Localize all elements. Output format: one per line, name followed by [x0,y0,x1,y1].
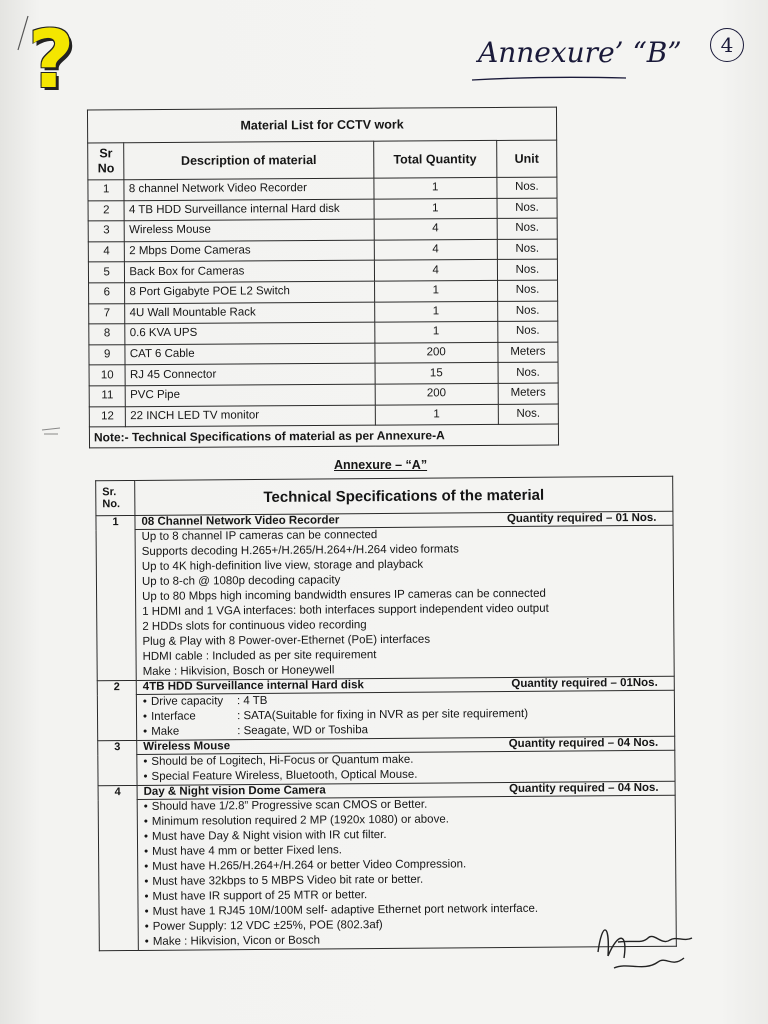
spec-bullet: • Special Feature Wireless, Bluetooth, Optical Mouse. [143,766,668,785]
spec-item-sr: 4 [98,785,138,950]
spec-bullet: • Power Supply: 12 VDC ±25%, POE (802.3af) [145,916,670,935]
material-row-quantity: 1 [375,404,498,425]
material-row-sr: 6 [89,283,126,304]
material-row [88,218,557,241]
material-row [89,321,558,344]
material-row-sr: 12 [89,406,126,427]
material-row-sr: 4 [88,241,125,262]
material-row-description: Wireless Mouse [125,219,374,241]
spec-bullet: • Must have Day & Night vision with IR cut filter. [144,826,669,845]
spec-item-lines [137,750,675,785]
spec-value: : SATA(Suitable for fixing in NVR as per site requirement) [237,707,529,723]
material-row-unit: Nos. [497,280,557,301]
material-row-quantity: 1 [374,301,497,322]
spec-item-name: 4TB HDD Surveillance internal Hard disk [142,679,364,693]
spec-line: 1 HDMI and 1 VGA interfaces: both interfaces support independent video output [142,602,549,618]
material-row-description: 2 Mbps Dome Cameras [125,240,374,262]
material-row-description: 8 channel Network Video Recorder [124,178,373,200]
material-row-quantity: 4 [374,260,497,281]
material-row-sr: 2 [88,200,125,221]
spec-line: Supports decoding H.265+/H.265/H.264+/H.264 video formats [141,543,459,558]
material-row-description: 22 INCH LED TV monitor [126,405,375,427]
spec-line: Up to 8-ch @ 1080p decoding capacity [141,574,341,588]
spec-bullet: • Must have 32kbps to 5 MBPS Video bit rate or better. [144,871,669,890]
material-row-unit: Nos. [497,198,557,219]
material-row-unit: Nos. [497,259,557,280]
circled-page-number: 4 [710,28,744,62]
spec-bullet: • Must have 4 mm or better Fixed lens. [144,841,669,860]
material-row-sr: 5 [88,262,125,283]
material-row-unit: Meters [498,383,558,404]
material-row-description: 4U Wall Mountable Rack [125,302,374,324]
spec-item-sr: 3 [98,740,137,785]
material-row [89,342,558,365]
material-row-description: PVC Pipe [126,384,375,406]
material-row-description: 0.6 KVA UPS [125,322,374,344]
material-row-unit: Nos. [498,404,558,425]
spec-bullet: • Should be of Logitech, Hi-Focus or Quantum make. [143,751,668,770]
material-row-quantity: 15 [375,363,498,384]
spec-key: Drive capacity [150,695,224,708]
material-row-unit: Meters [498,342,558,363]
spec-item-name: 08 Channel Network Video Recorder [141,514,340,528]
spec-item-quantity: Quantity required – 01 Nos. [506,511,657,526]
material-row-quantity: 200 [375,383,498,404]
material-row [89,404,558,427]
material-row [89,280,558,303]
material-row-unit: Nos. [497,177,557,198]
material-row-quantity: 1 [374,322,497,343]
spec-line: HDMI cable : Included as per site requirement [142,649,377,663]
spec-item-sr: 2 [97,680,136,740]
material-row-description: 8 Port Gigabyte POE L2 Switch [125,281,374,303]
spec-bullet: • Must have H.265/H.264+/H.264 or better Video Compression. [144,856,669,875]
spec-key: Interface [151,710,196,723]
spec-item-sr: 1 [96,515,136,680]
material-row-sr: 10 [89,365,126,386]
material-row-description: RJ 45 Connector [125,364,374,386]
material-row-description: 4 TB HDD Surveillance internal Hard disk [124,199,373,221]
spec-line: Up to 80 Mbps high incoming bandwidth ensures IP cameras can be connected [142,587,546,603]
material-row-sr: 1 [88,180,125,201]
spec-value: : Seagate, WD or Toshiba [237,724,369,738]
col-header-sr: Sr No [88,143,125,180]
material-row-sr: 3 [88,221,125,242]
material-row [89,362,558,385]
material-row-sr: 9 [89,344,126,365]
col-header-unit: Unit [497,140,557,177]
material-row [88,259,557,282]
material-row-description: CAT 6 Cable [125,343,374,365]
spec-bullet: • Must have 1 RJ45 10M/100M self- adaptive Ethernet port network interface. [144,901,669,920]
material-row-unit: Nos. [497,218,557,239]
spec-line: Up to 8 channel IP cameras can be connected [141,529,378,543]
binder-scratch-mark [40,420,64,440]
spec-bullet: • Minimum resolution required 2 MP (1920x 1080) or above. [144,811,669,830]
material-row [89,383,558,406]
spec-item-lines [135,525,674,680]
material-list-note: Note:- Technical Specifications of material as per Annexure-A [89,424,558,448]
material-list-table [87,107,559,449]
material-list-header-row [88,140,557,180]
material-row [88,198,557,221]
specs-sr-header: Sr. No. [96,480,135,515]
material-row-sr: 7 [89,303,126,324]
spec-bullet: • Should have 1/2.8” Progressive scan CMOS or Better. [144,796,669,815]
annexure-a-heading: Annexure – “A” [334,458,428,472]
spec-line: Plug & Play with 8 Power-over-Ethernet (PoE) interfaces [142,633,431,648]
material-row-quantity: 1 [373,177,496,198]
material-row-unit: Nos. [498,362,558,383]
spec-key: Make [151,725,180,738]
question-mark-icon: ? [28,13,75,106]
spec-value: : 4 TB [236,694,268,708]
spec-bullet: • Make : Hikvision, Vicon or Bosch [145,931,670,950]
material-row-sr: 11 [89,386,126,407]
material-row-description: Back Box for Cameras [125,261,374,283]
spec-line: Up to 4K high-definition live view, storage and playback [141,558,424,573]
spec-line: Make : Hikvision, Bosch or Honeywell [142,664,335,678]
material-list-body [88,177,559,427]
spec-bullet: • Must have IR support of 25 MTR or better. [144,886,669,905]
col-header-description: Description of material [124,141,373,180]
spec-item-quantity: Quantity required – 04 Nos. [509,781,659,796]
technical-specs-table [95,476,677,952]
material-row-sr: 8 [89,324,126,345]
spec-item-name: Day & Night vision Dome Camera [143,784,326,798]
specs-title: Technical Specifications of the material [135,476,673,515]
spec-line: 2 HDDs slots for continuous video recording [142,619,367,633]
spec-item-quantity: Quantity required – 04 Nos. [508,736,659,751]
material-row-quantity: 4 [374,219,497,240]
material-row-unit: Nos. [498,301,558,322]
material-row [88,239,557,262]
material-row [89,301,558,324]
handwritten-signature [588,912,698,982]
material-row [88,177,557,200]
technical-specs-header-row [96,476,673,516]
material-list-title: Material List for CCTV work [87,107,556,143]
spec-item-quantity: Quantity required – 01Nos. [511,676,658,691]
handwritten-underline [470,74,630,84]
spec-item-name: Wireless Mouse [143,740,231,753]
material-row-quantity: 1 [374,280,497,301]
material-row-unit: Nos. [498,321,558,342]
material-row-unit: Nos. [497,239,557,260]
spec-item-lines [136,690,674,740]
material-row-quantity: 4 [374,239,497,260]
material-row-quantity: 1 [374,198,497,219]
annexure-b-label: Annexure’ “B” [478,36,682,69]
col-header-quantity: Total Quantity [373,140,497,178]
material-row-quantity: 200 [374,342,497,363]
